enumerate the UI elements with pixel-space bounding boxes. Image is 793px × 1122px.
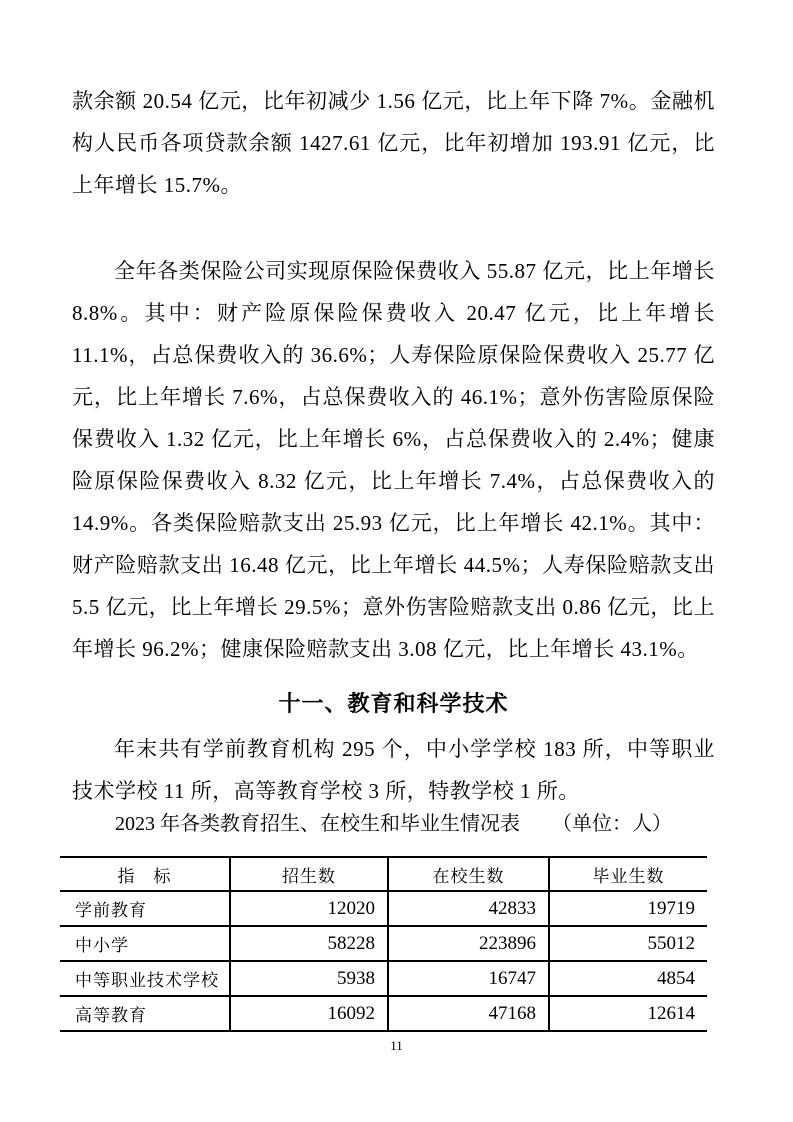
cell-value: 12020 [230, 891, 388, 926]
column-header-current-students: 在校生数 [388, 857, 549, 891]
page-content [72, 80, 715, 1032]
cell-value: 5938 [230, 961, 388, 996]
cell-value: 42833 [388, 891, 549, 926]
row-label: 中小学 [60, 926, 230, 961]
row-label: 学前教育 [60, 891, 230, 926]
section-heading-education: 十一、教育和科学技术 [278, 691, 509, 716]
table-row [60, 926, 707, 961]
paragraph-insurance: 全年各类保险公司实现原保险保费收入 55.87 亿元，比上年增长 8.8%。其中：财产险原保险保费收入 20.47 亿元，比上年增长 11.1%，占总保费收入的 36.6%；人寿保险原保险保费收入 25.77 亿元，比上年增长 7.6%，占总保费收入的 46.1%；意外伤害险原保险保费收入 1.32 亿元，比上年增长 6%，占总保费收入的 2.4%；健康险原保险保费收入 8.32 亿元，比上年增长 7.4%，占总保费收入的 14.9%。各类保险赔款支出 25.93 亿元，比上年增长 42.1%。其中：财产险赔款支出 16.48 亿元，比上年增长 44.5%；人寿保险赔款支出 5.5 亿元，比上年增长 29.5%；意外伤害险赔款支出 0.86 亿元，比上年增长 96.2%；健康保险赔款支出 3.08 亿元，比上年增长 43.1%。 [72, 259, 716, 661]
paragraph-education-overview: 年末共有学前教育机构 295 个，中小学学校 183 所，中等职业技术学校 11 所，高等教育学校 3 所，特教学校 1 所。 [72, 737, 715, 803]
table-row [60, 961, 707, 996]
cell-value: 4854 [549, 961, 707, 996]
cell-value: 58228 [230, 926, 388, 961]
page-number: 11 [390, 1038, 403, 1053]
education-statistics-table [60, 856, 707, 1032]
column-header-indicator: 指 标 [60, 857, 230, 891]
cell-value: 47168 [388, 996, 549, 1031]
column-header-enrollment: 招生数 [230, 857, 388, 891]
cell-value: 19719 [549, 891, 707, 926]
table-header-row [60, 857, 707, 891]
row-label: 高等教育 [60, 996, 230, 1031]
paragraph-finance-continued: 款余额 20.54 亿元，比年初减少 1.56 亿元，比上年下降 7%。金融机构人民币各项贷款余额 1427.61 亿元，比年初增加 193.91 亿元，比上年增长 15.7%。 [72, 89, 715, 197]
table-row [60, 996, 707, 1031]
cell-value: 16092 [230, 996, 388, 1031]
table-title-line [72, 812, 715, 836]
cell-value: 55012 [549, 926, 707, 961]
table-row [60, 891, 707, 926]
row-label: 中等职业技术学校 [60, 961, 230, 996]
table-title: 2023 年各类教育招生、在校生和毕业生情况表 [115, 813, 520, 835]
cell-value: 223896 [388, 926, 549, 961]
table-unit-note: （单位：人） [552, 813, 672, 835]
cell-value: 12614 [549, 996, 707, 1031]
column-header-graduates: 毕业生数 [549, 857, 707, 891]
cell-value: 16747 [388, 961, 549, 996]
